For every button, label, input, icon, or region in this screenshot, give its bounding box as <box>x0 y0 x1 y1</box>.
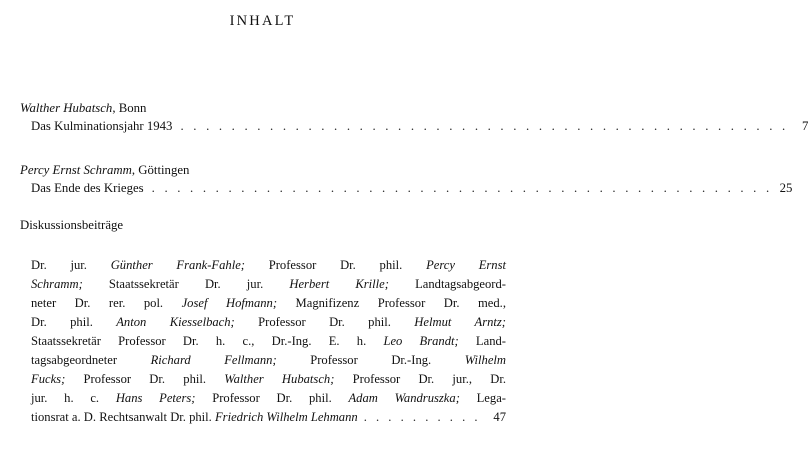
contributor-title: tionsrat a. D. Rechtsanwalt Dr. phil. <box>31 410 215 424</box>
contributor-name: Günther Frank-Fahle; <box>110 258 245 272</box>
contributor-title: Staatssekretär Dr. jur. <box>82 277 290 291</box>
contributor-title: Dr. jur. <box>31 258 111 272</box>
dot-leader: . . . . . . . . . . . . . . . . . . . . . . . . . . . . . . . . . . . . . . . . . . . . . . . . . <box>151 181 773 195</box>
discussion-line-last <box>31 408 506 427</box>
contributor-title: Dr. phil. <box>31 315 117 329</box>
contributor-name: Leo Brandt; <box>383 334 459 348</box>
author-line <box>20 161 506 179</box>
discussion-line <box>31 351 506 370</box>
contributor-name: Wilhelm <box>464 353 507 367</box>
page-number: 47 <box>493 410 506 424</box>
contributor-title: Professor Dr. phil. <box>65 372 225 386</box>
discussion-line <box>31 389 506 408</box>
contributor-name: Herbert Krille; <box>289 277 389 291</box>
discussion-line <box>31 294 506 313</box>
contributor-title: neter Dr. rer. pol. <box>31 296 182 310</box>
contributor-title: Professor Dr. phil. <box>195 391 349 405</box>
contributor-name: Anton Kiesselbach; <box>116 315 235 329</box>
author-name: Walther Hubatsch <box>20 101 113 115</box>
discussion-contributors <box>31 256 506 427</box>
page-number: 7 <box>802 119 808 133</box>
contributor-title: Professor Dr. jur., Dr. <box>334 372 507 386</box>
author-name: Percy Ernst Schramm <box>20 163 132 177</box>
contributor-name: Walther Hubatsch; <box>224 372 335 386</box>
contributor-name: Richard Fellmann; <box>150 353 277 367</box>
contributor-title: Lega- <box>459 391 506 405</box>
contributor-name: Hans Peters; <box>115 391 196 405</box>
contributor-name: Adam Wandruszka; <box>348 391 460 405</box>
discussion-line <box>31 332 506 351</box>
discussion-line <box>31 313 506 332</box>
dot-leader: . . . . . . . . . . <box>363 410 481 424</box>
contributor-title: Professor Dr.-Ing. <box>276 353 465 367</box>
contributor-title: jur. h. c. <box>31 391 116 405</box>
toc-title: Das Ende des Krieges <box>31 181 144 195</box>
contributor-title: Land- <box>458 334 506 348</box>
contributor-name: Schramm; <box>31 277 83 291</box>
contributor-name: Josef Hofmann; <box>181 296 278 310</box>
discussion-line <box>31 370 506 389</box>
toc-entry-1 <box>20 99 808 135</box>
dot-leader: . . . . . . . . . . . . . . . . . . . . . . . . . . . . . . . . . . . . . . . . . . . . . . . . <box>180 119 789 133</box>
contributor-title: Professor Dr. phil. <box>244 258 427 272</box>
toc-entry-2 <box>20 161 793 197</box>
contributor-name: Helmut Arntz; <box>414 315 506 329</box>
toc-title: Das Kulminationsjahr 1943 <box>31 119 173 133</box>
contributor-name: Percy Ernst <box>426 258 507 272</box>
page-number: 25 <box>779 181 793 195</box>
author-line <box>20 99 506 117</box>
discussion-heading: Diskussionsbeiträge <box>20 218 124 232</box>
contributor-name: Friedrich Wilhelm Lehmann <box>214 410 358 424</box>
contributor-title: Staatssekretär Professor Dr. h. c., Dr.-Ing. E. h. <box>31 334 384 348</box>
contributor-title: Magnifizenz Professor Dr. med., <box>277 296 506 310</box>
toc-line <box>20 179 793 197</box>
contributor-title: Professor Dr. phil. <box>234 315 415 329</box>
toc-line <box>20 117 808 135</box>
contributor-title: Landtagsabgeord- <box>388 277 506 291</box>
author-place: , Göttingen <box>131 163 190 177</box>
page-title: INHALT <box>229 13 296 29</box>
contributor-name: Fucks; <box>31 372 66 386</box>
discussion-line-text <box>31 408 358 427</box>
discussion-line <box>31 275 506 294</box>
discussion-line <box>31 256 506 275</box>
contributor-title: tagsabgeordneter <box>31 353 151 367</box>
author-place: , Bonn <box>112 101 147 115</box>
